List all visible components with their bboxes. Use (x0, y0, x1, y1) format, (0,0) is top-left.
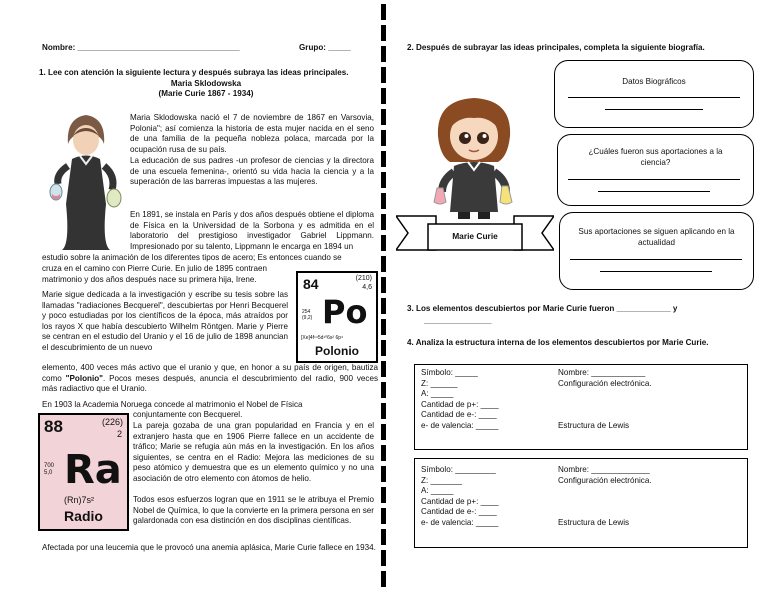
answer-line[interactable] (570, 259, 742, 260)
question-2-instruction: 2. Después de subrayar las ideas principales, completa la siguiente biografía. (407, 43, 705, 52)
reading-paragraph-3: En 1891, se instala en París y dos años después obtiene el diploma de Física en la Universidad de la Sorbona y es admitida en el laboratorio del prestigioso investigador Gabriel Lippmann. Impresionado por su talento, Lippmann le encarga en 1894 un (130, 210, 374, 251)
polonio-side-values: 254 (9,2) (302, 309, 313, 321)
polonio-atomic-mass: (210) (355, 275, 372, 282)
radio-electron-configuration: (Rn)7s² (64, 495, 95, 505)
radio-atomic-mass: (226) (101, 417, 123, 427)
electrons-field[interactable]: Cantidad de e-: ____ (421, 507, 497, 517)
symbol-field[interactable]: Símbolo: _________ (421, 465, 496, 474)
element-2-fields (421, 465, 561, 529)
column-divider (381, 4, 386, 590)
reading-paragraph-4-continued: elemento, 400 veces más activo que el uranio y que, en honor a su país de origen, bautiza como "Polonio". Pocos meses después, anuncia el descubrimiento del radio, 900 veces más radiactivo que el Uranio. (42, 363, 379, 394)
reading-paragraph-6: La pareja gozaba de una gran popularidad en Francia y en el extranjero hasta que en 1906 Pierre fallece en un accidente de tráfico; Marie se refugia aún más en la investigación. En los años siguientes, se centra en el Radio: Mejora las mediciones de su peso atómico y demuestra que es un elemento químico y no una asociación de otro elemento con átomos de helio. (133, 421, 374, 483)
question-1-instruction: 1. Lee con atención la siguiente lectura y después subraya las ideas principales. (39, 68, 349, 77)
symbol-field[interactable]: Símbolo: _____ (421, 368, 478, 377)
question-3-line-1: 3. Los elementos descubiertos por Marie Curie fueron ____________ y (407, 304, 678, 313)
protons-field[interactable]: Cantidad de p+: ____ (421, 399, 499, 409)
marie-curie-cartoon (428, 96, 520, 220)
reading-paragraph-5-end: conjuntamente con Becquerel. (133, 410, 243, 419)
reading-paragraph-4: Marie sigue dedicada a la investigación y escribe su tesis sobre las llamadas "radiaciones Becquerel", descubiertas por Henri Becquerel y poco estudiadas por los científicos de la época, más atraídos por los rayos X que había descubierto Wilhelm Röntgen. Marie y Pierre se centran en el estudio del Uranio y el 16 de julio de 1898 anuncian el descubrimiento de un nuevo (42, 290, 288, 352)
current-applications-box (559, 212, 754, 290)
biographical-data-box (554, 60, 754, 128)
biographical-data-title: Datos Biográficos (622, 77, 686, 86)
radio-symbol: Ra (64, 447, 122, 493)
name-field-label: Nombre: ____________________________________ (42, 43, 240, 52)
z-field[interactable]: Z: ______ (421, 378, 458, 388)
name-field[interactable]: Nombre: _____________ (558, 465, 650, 474)
answer-line[interactable] (600, 271, 712, 272)
contributions-box (557, 134, 754, 206)
current-applications-title: Sus aportaciones se siguen aplicando en la actualidad (578, 227, 735, 247)
polonio-highlight: "Polonio" (65, 373, 103, 383)
reading-paragraph-3-continued: estudio sobre la animación de los diferentes tipos de acero; Es entonces cuando se (42, 253, 342, 262)
electron-configuration-label: Configuración electrónica. (558, 476, 652, 485)
reading-paragraph-3-end: cruza en el camino con Pierre Curie. En julio de 1895 contraen matrimonio y dos años después nace su primera hija, Irene. (42, 264, 267, 284)
element-analysis-table-1 (414, 364, 748, 450)
question-3-line-2: _______________ (424, 316, 492, 325)
protons-field[interactable]: Cantidad de p+: ____ (421, 496, 499, 506)
radio-atomic-number: 88 (44, 417, 63, 436)
polonio-symbol: Po (322, 293, 368, 331)
question-4-instruction: 4. Analiza la estructura interna de los elementos descubiertos por Marie Curie. (407, 338, 709, 347)
a-field[interactable]: A: _____ (421, 486, 454, 496)
polonio-name: Polonio (315, 344, 359, 358)
electrons-field[interactable]: Cantidad de e-: ____ (421, 410, 497, 420)
reading-paragraph-7: Todos esos esfuerzos logran que en 1911 se le atribuya el Premio Nobel de Química, lo que la convierte en la primera persona en ser galardonada con esa distinción en dos disciplinas científicas. (133, 495, 374, 526)
reading-paragraph-1: Maria Sklodowska nació el 7 de noviembre de 1867 en Varsovia, Polonia"; así comienza la historia de esta mujer nacida en el seno de una familia de la pequeña nobleza polaca, marcada por la ocupación rusa de su país. (130, 113, 374, 154)
polonio-electron-configuration: [Xe]4f¹⁴5d¹⁰6s² 6p⁴ (301, 335, 344, 341)
z-field[interactable]: Z: _______ (421, 475, 462, 485)
reading-paragraph-8: Afectada por una leucemia que le provocó una anemia aplásica, Marie Curie fallece en 1934. (42, 543, 376, 552)
reading-subtitle: (Marie Curie 1867 - 1934) (158, 89, 254, 98)
answer-line[interactable] (598, 191, 710, 192)
lewis-structure-label: Estructura de Lewis (558, 421, 630, 430)
polonio-electronegativity: 4,6 (362, 284, 372, 291)
reading-paragraph-2: La educación de sus padres -un profesor de ciencias y la directora de una escuela femenina-, orientó su vida hacia la ciencia y a la superación de las barreras impuestas a las mujeres. (130, 156, 374, 187)
group-field-label: Grupo: _____ (299, 43, 351, 52)
electron-configuration-label: Configuración electrónica. (558, 379, 652, 388)
radio-valence: 2 (116, 429, 122, 439)
reading-title: Maria Sklodowska (170, 79, 242, 88)
answer-line[interactable] (605, 109, 703, 110)
valence-electrons-field[interactable]: e- de valencia: _____ (421, 420, 499, 430)
a-field[interactable]: A: _____ (421, 389, 454, 399)
valence-electrons-field[interactable]: e- de valencia: _____ (421, 517, 499, 527)
name-field[interactable]: Nombre: ____________ (558, 368, 646, 377)
element-analysis-table-2 (414, 458, 748, 548)
radio-element-tile (38, 413, 129, 531)
reading-paragraph-5: En 1903 la Academia Noruega concede al matrimonio el Nobel de Física (42, 400, 303, 409)
lewis-structure-label: Estructura de Lewis (558, 518, 630, 527)
answer-line[interactable] (568, 179, 740, 180)
radio-side-values: 700 5,0 (44, 463, 55, 476)
answer-line[interactable] (568, 97, 740, 98)
radio-name: Radio (64, 508, 103, 524)
marie-curie-illustration (46, 104, 126, 254)
banner-label: Marie Curie (452, 231, 498, 241)
polonio-element-tile (296, 271, 378, 363)
contributions-title: ¿Cuáles fueron sus aportaciones a la ciencia? (588, 147, 723, 167)
polonio-atomic-number: 84 (303, 276, 319, 292)
element-1-fields (421, 368, 561, 432)
